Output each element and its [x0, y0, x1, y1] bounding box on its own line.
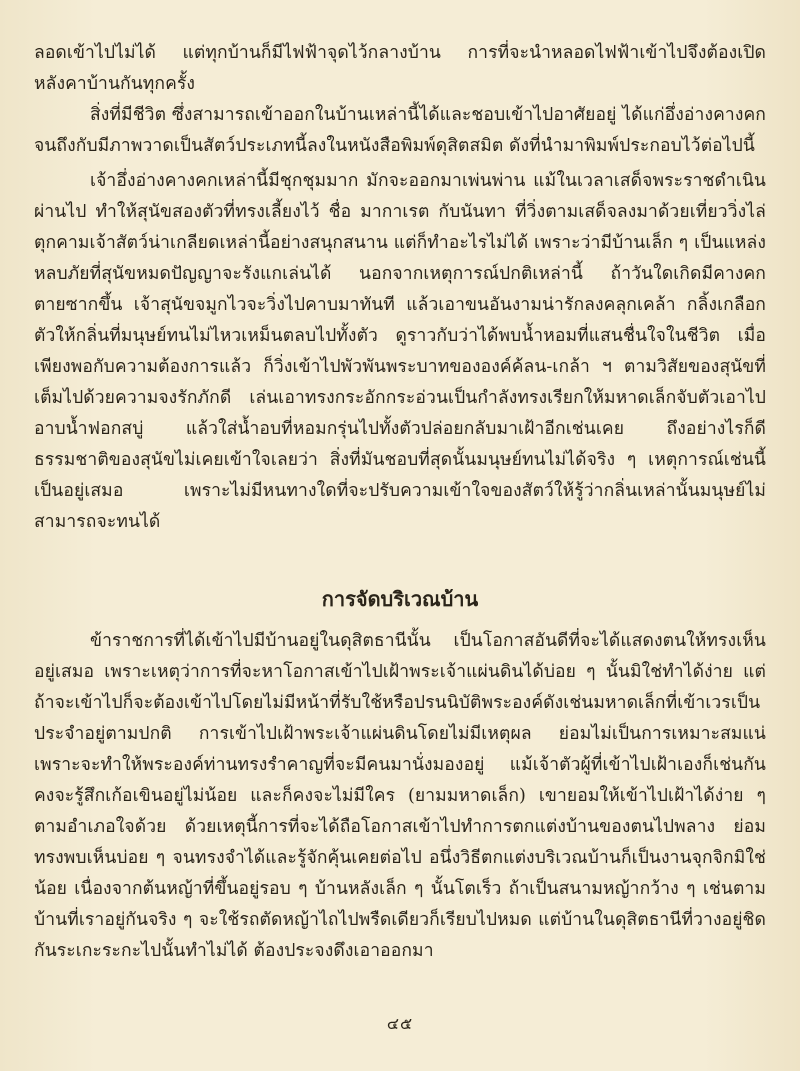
section-heading: การจัดบริเวณบ้าน [321, 587, 479, 611]
page-number: ๔๕ [386, 1014, 414, 1033]
paragraph: ข้าราชการที่ได้เข้าไปมีบ้านอยู่ในดุสิตธานีนั้น เป็นโอกาสอันดีที่จะได้แสดงตนให้ทรงเห็นอยู่เสมอ เพราะเหตุว่าการที่จะหาโอกาสเข้าไปเฝ้าพระเจ้าแผ่นดินได้บ่อย ๆ นั้นมิใช่ทำได้ง่าย แต่ถ้าจะเข้าไปก็จะต้องเข้าไปโดยไม่มีหน้าที่รับใช้หรือปรนนิบัติพระองค์ดังเช่นมหาดเล็กที่เข้าเวรเป็นประจำอยู่ตามปกติ การเข้าไปเฝ้าพระเจ้าแผ่นดินโดยไม่มีเหตุผล ย่อมไม่เป็นการเหมาะสมแน่ เพราะจะทำให้พระองค์ท่านทรงรำคาญที่จะมีคนมานั่งมองอยู่ แม้เจ้าตัวผู้ที่เข้าไปเฝ้าเองก็เช่นกันคงจะรู้สึกเก้อเขินอยู่ไม่น้อย และก็คงจะไม่มีใคร (ยามมหาดเล็ก) เขายอมให้เข้าไปเฝ้าได้ง่าย ๆ ตามอำเภอใจด้วย ด้วยเหตุนี้การที่จะได้ถือโอกาสเข้าไปทำการตกแต่งบ้านของตนไปพลาง ย่อมทรงพบเห็นบ่อย ๆ จนทรงจำได้และรู้จักคุ้นเคยต่อไป อนึ่งวิธีตกแต่งบริเวณบ้านก็เป็นงานจุกจิกมิใช่น้อย เนื่องจากต้นหญ้าที่ขึ้นอยู่รอบ ๆ บ้านหลังเล็ก ๆ นั้นโตเร็ว ถ้าเป็นสนามหญ้ากว้าง ๆ เช่นตามบ้านที่เราอยู่กันจริง ๆ จะใช้รถตัดหญ้าไถไปพรืดเดียวก็เรียบไปหมด แต่บ้านในดุสิตธานีที่วางอยู่ชิดกันระเกะระกะไปนั้นทำไม่ได้ ต้องประจงดึงเอาออกมา [34, 631, 766, 961]
paragraph: สิ่งที่มีชีวิต ซึ่งสามารถเข้าออกในบ้านเหล่านี้ได้และชอบเข้าไปอาศัยอยู่ ได้แก่อึ่งอ่างคางคก จนถึงกับมีภาพวาดเป็นสัตว์ประเภทนี้ลงในหนังสือพิมพ์ดุสิตสมิต ดังที่นำมาพิมพ์ประกอบไว้ต่อไปนี้ [34, 105, 766, 156]
paragraph: เจ้าอึ่งอ่างคางคกเหล่านี้มีชุกชุมมาก มักจะออกมาเพ่นพ่าน แม้ในเวลาเสด็จพระราชดำเนินผ่านไป ทำให้สุนัขสองตัวที่ทรงเลี้ยงไว้ ชื่อ มากาเรต กับนันทา ที่วิ่งตามเสด็จลงมาด้วยเที่ยววิ่งไล่ตุกคามเจ้าสัตว์น่าเกลียดเหล่านี้อย่างสนุกสนาน แต่ก็ทำอะไรไม่ได้ เพราะว่ามีบ้านเล็ก ๆ เป็นแหล่งหลบภัยที่สุนัขหมดปัญญาจะรังแกเล่นได้ นอกจากเหตุการณ์ปกติเหล่านี้ ถ้าวันใดเกิดมีคางคกตายซากขึ้น เจ้าสุนัขจมูกไวจะวิ่งไปคาบมาทันที แล้วเอาขนอันงามน่ารักลงคลุกเคล้า กลิ้งเกลือกตัวให้กลิ่นที่มนุษย์ทนไม่ไหวเหม็นตลบไปทั้งตัว ดูราวกับว่าได้พบน้ำหอมที่แสนชื่นใจในชีวิต เมื่อเพียงพอกับความต้องการแล้ว ก็วิ่งเข้าไปพัวพันพระบาทขององค์ค้ลน-เกล้า ฯ ตามวิสัยของสุนัขที่เต็มไปด้วยความจงรักภักดี เล่นเอาทรงกระอักกระอ่วนเป็นกำลังทรงเรียกให้มหาดเล็กจับตัวเอาไปอาบน้ำฟอกสบู่ แล้วใส่น้ำอบที่หอมกรุ่นไปทั้งตัวปล่อยกลับมาเฝ้าอีกเช่นเคย ถึงอย่างไรก็ดีธรรมชาติของสุนัขไม่เคยเข้าใจเลยว่า สิ่งที่มันชอบที่สุดนั้นมนุษย์ทนไม่ได้จริง ๆ เหตุการณ์เช่นนี้เป็นอยู่เสมอ เพราะไม่มีหนทางใดที่จะปรับความเข้าใจของสัตว์ให้รู้ว่ากลิ่นเหล่านั้นมนุษย์ไม่สามารถจะทนได้ [34, 171, 766, 532]
paragraph: ลอดเข้าไปไม่ได้ แต่ทุกบ้านก็มีไฟฟ้าจุดไว้กลางบ้าน การที่จะนำหลอดไฟฟ้าเข้าไปจึงต้องเปิดหลังคาบ้านกันทุกครั้ง [34, 43, 766, 94]
